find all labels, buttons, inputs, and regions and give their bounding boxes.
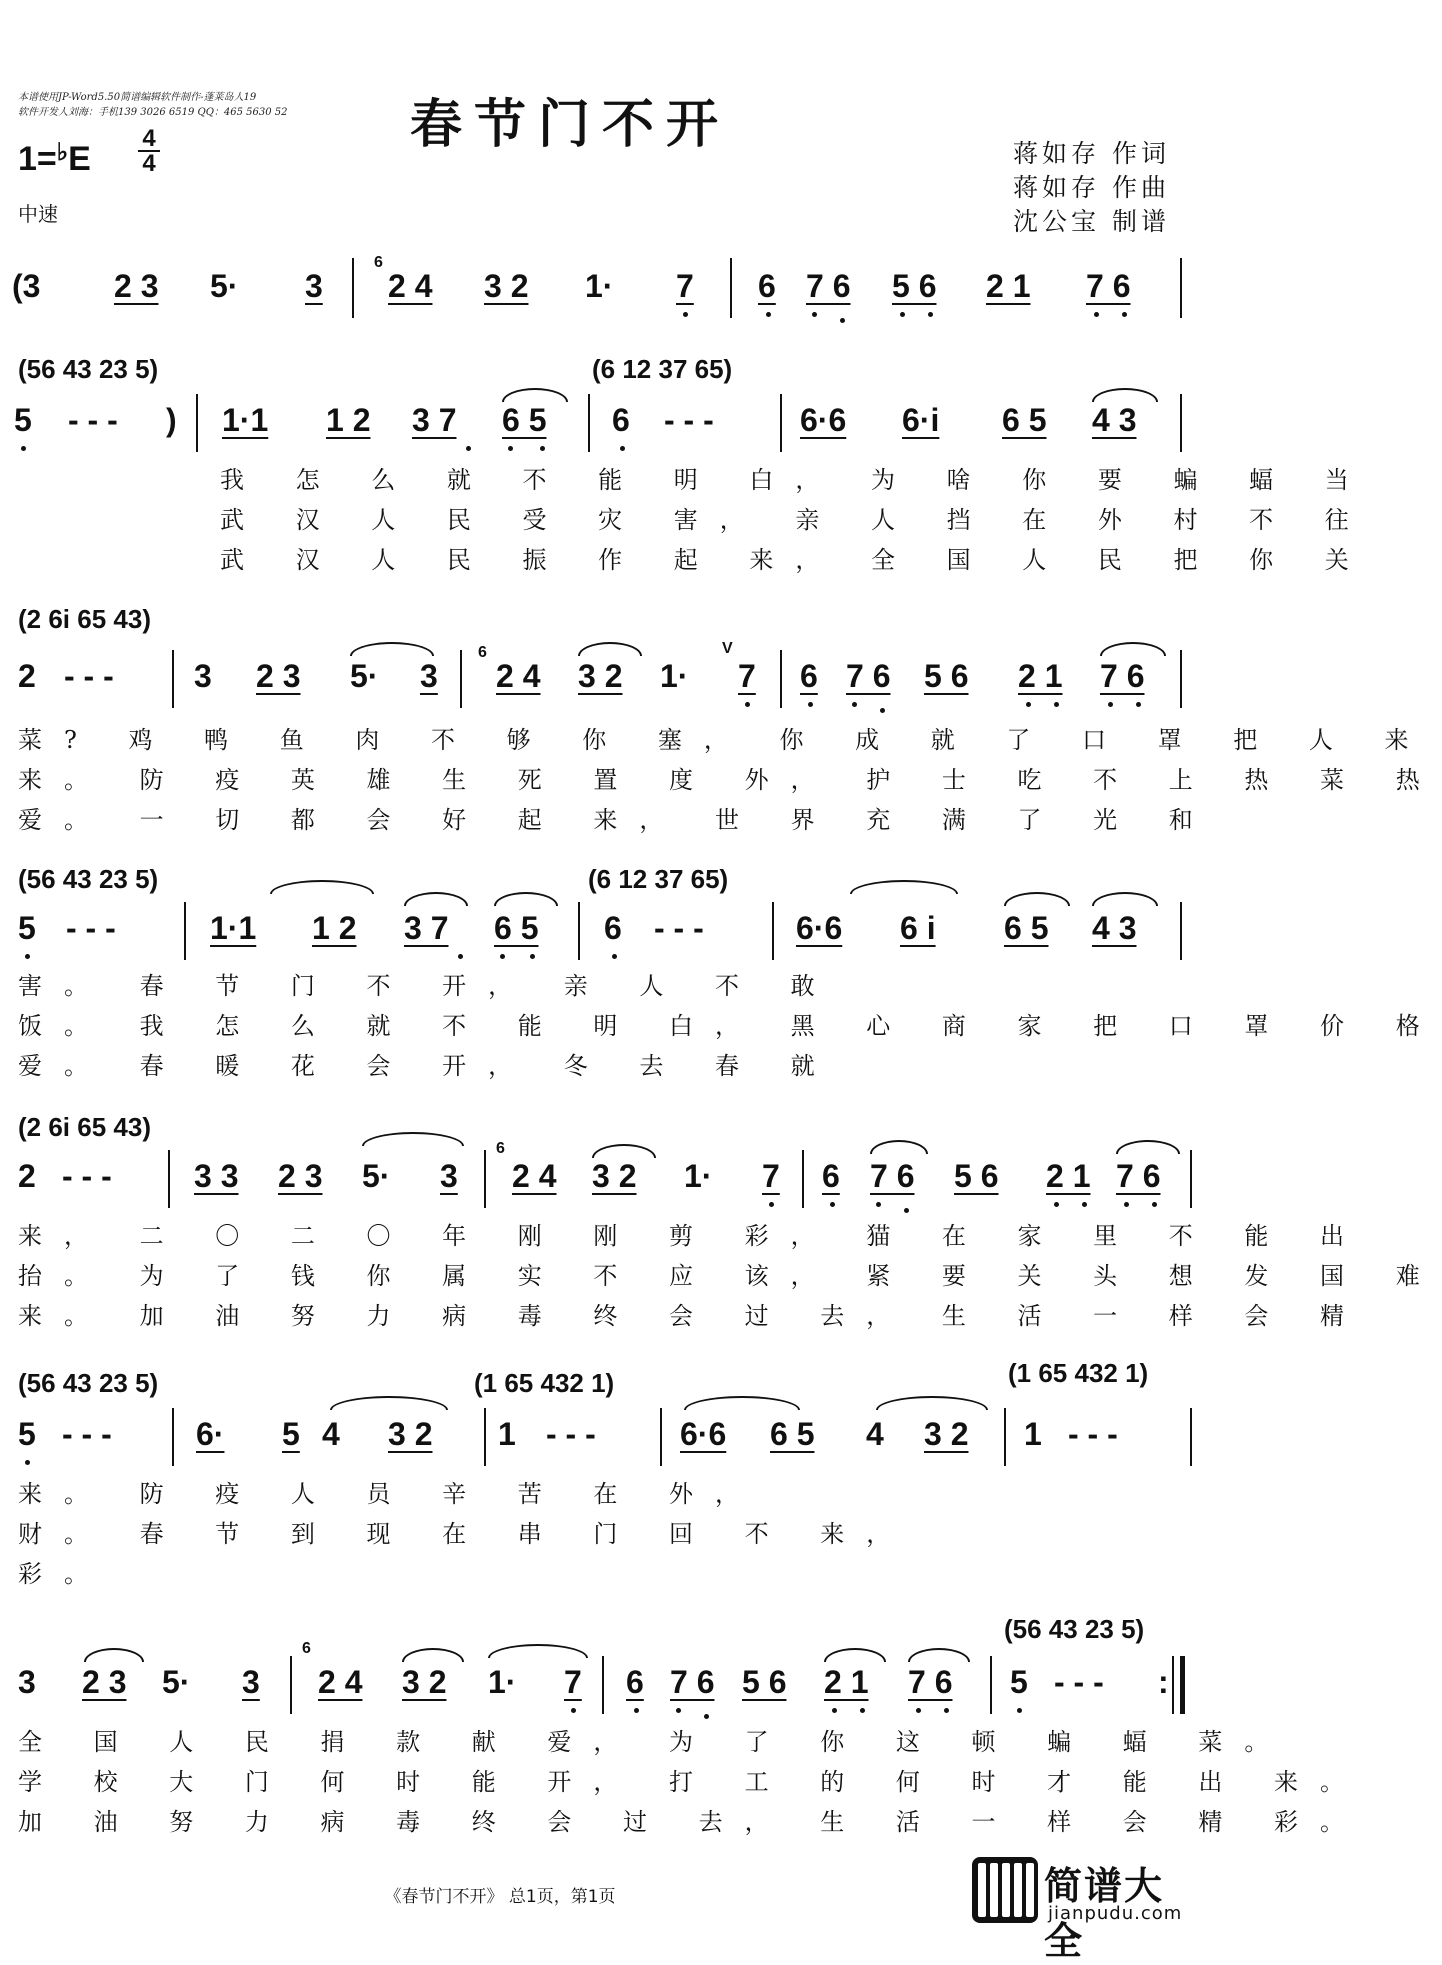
transcriber-credit: 沈公宝 制谱 [1013, 207, 1170, 236]
note-group: 4 3 [1092, 402, 1137, 438]
lyric-line-3: 爱。 春 暖 花 会 开， 冬 去 春 就 [18, 1052, 837, 1080]
note-group: 5 [18, 1416, 36, 1452]
note-group: 1· [488, 1664, 517, 1700]
note-group: 6·6 [800, 402, 847, 438]
note-group: 3 [305, 268, 323, 304]
bar-line [1190, 1150, 1192, 1208]
note-group: - - - [546, 1416, 596, 1452]
bar-line [1004, 1408, 1006, 1466]
note-group: 6 [758, 268, 776, 304]
intro-phrase: (56 43 23 5) [18, 1368, 159, 1398]
note-group: 1·1 [210, 910, 257, 946]
note-group: 3 [440, 1158, 458, 1194]
lyric-line-1: 全 国 人 民 捐 款 献 爱， 为 了 你 这 顿 蝙 蝠 菜。 [18, 1728, 1291, 1756]
lyric-line-1: 来， 二 〇 二 〇 年 刚 刚 剪 彩， 猫 在 家 里 不 能 出 [18, 1222, 1367, 1250]
bar-line [780, 650, 782, 708]
bar-line [172, 1408, 174, 1466]
note-group: - - - [1068, 1416, 1118, 1452]
bar-line [588, 394, 590, 452]
note-group: 5 [282, 1416, 300, 1452]
note-group: 3 [194, 658, 212, 694]
bar-line [1180, 258, 1182, 318]
bar-line [352, 258, 354, 318]
note-group: 2 1 [986, 268, 1031, 304]
lyric-line-2: 抬。 为 了 钱 你 属 实 不 应 该， 紧 要 关 头 想 发 国 难 [18, 1262, 1442, 1290]
lyric-line-2: 来。 防 疫 英 雄 生 死 置 度 外， 护 士 吃 不 上 热 菜 热 [18, 766, 1442, 794]
lyric-line-2: 财。 春 节 到 现 在 串 门 回 不 来， [18, 1520, 913, 1548]
note-group: 2 [18, 1158, 36, 1194]
lyric-line-3: 彩。 [18, 1560, 110, 1588]
note-group: - - - [664, 402, 714, 438]
note-group: 3 [18, 1664, 36, 1700]
note-group: 6 i [900, 910, 936, 946]
note-group: 6 [612, 402, 630, 438]
logo-url: jianpudu.com [1048, 1903, 1183, 1924]
note-group: 5· [210, 268, 239, 304]
note-group: 6 5 [1002, 402, 1047, 438]
note-group: 5· [162, 1664, 191, 1700]
bar-line [484, 1150, 486, 1208]
lyric-line-1: 害。 春 节 门 不 开， 亲 人 不 敢 [18, 972, 837, 1000]
note-group: 3 [242, 1664, 260, 1700]
lyric-line-3: 来。 加 油 努 力 病 毒 终 会 过 去， 生 活 一 样 会 精 [18, 1302, 1367, 1330]
final-bar-line [1180, 1656, 1185, 1714]
note-group: - - - [654, 910, 704, 946]
note-group: (3 [12, 268, 41, 304]
note-group: 5 [18, 910, 36, 946]
lyric-line-2: 学 校 大 门 何 时 能 开， 打 工 的 何 时 才 能 出 来。 [18, 1768, 1367, 1796]
note-group: 3 [420, 658, 438, 694]
note-group: 2 4 [388, 268, 433, 304]
intro-phrase: (56 43 23 5) [18, 354, 159, 384]
bar-line [1180, 394, 1182, 452]
note-group: 3 2 [592, 1158, 637, 1194]
note-group: - - - [1054, 1664, 1104, 1700]
software-credit-line-2: 软件开发人刘海：手机139 3026 6519 QQ：465 5630 52 [18, 107, 288, 118]
intro-phrase: (6 12 37 65) [588, 864, 729, 894]
note-group: 4 [322, 1416, 340, 1452]
lyric-line-1: 来。 防 疫 人 员 辛 苦 在 外， [18, 1480, 762, 1508]
note-group: 6 [604, 910, 622, 946]
meter-bottom: 4 [142, 150, 156, 177]
note-group: - - - [62, 1158, 112, 1194]
lyric-line-3: 武 汉 人 民 振 作 起 来， 全 国 人 民 把 你 关 [220, 546, 1371, 574]
note-group: 2 [18, 658, 36, 694]
note-group: 7 6 [908, 1664, 953, 1700]
bar-line [990, 1656, 992, 1714]
page-footer: 《春节门不开》 总1页，第1页 [384, 1887, 616, 1907]
note-group: 5 6 [892, 268, 937, 304]
bar-line [802, 1150, 804, 1208]
note-group: 3 7 [412, 402, 457, 438]
intro-phrase: (6 12 37 65) [592, 354, 733, 384]
intro-phrase: (2 6i 65 43) [18, 1112, 151, 1142]
note-group: 6· [196, 1416, 225, 1452]
note-group: 1 2 [326, 402, 371, 438]
song-title: 春节门不开 [410, 94, 731, 155]
tempo-marking: 中速 [18, 202, 58, 226]
bar-line [168, 1150, 170, 1208]
note-group: 5 [14, 402, 32, 438]
lyric-line-2: 武 汉 人 民 受 灾 害， 亲 人 挡 在 外 村 不 往 [220, 506, 1371, 534]
note-group: 3 3 [194, 1158, 239, 1194]
flat-sign: ♭ [56, 139, 69, 166]
note-group: - - - [68, 402, 118, 438]
note-group: 3 7 [404, 910, 449, 946]
time-signature [138, 127, 160, 175]
bar-line [1172, 1656, 1174, 1714]
note-group: 2 4 [318, 1664, 363, 1700]
note-group: 3 2 [388, 1416, 433, 1452]
note-group: 7 6 [1100, 658, 1145, 694]
note-group: 5· [350, 658, 379, 694]
note-group: ) [166, 402, 177, 438]
note-group: 7 6 [1086, 268, 1131, 304]
note-group: 2 3 [82, 1664, 127, 1700]
meter-top: 4 [142, 125, 156, 152]
note-group: 3 2 [578, 658, 623, 694]
note-group: 6 5 [1004, 910, 1049, 946]
note-group: - - - [62, 1416, 112, 1452]
note-group: 7 6 [670, 1664, 715, 1700]
bar-line [1190, 1408, 1192, 1466]
logo-text: 简谱大全 [1044, 1864, 1165, 1963]
bar-line [184, 902, 186, 960]
intro-phrase: (56 43 23 5) [1004, 1614, 1145, 1644]
key-signature [18, 138, 91, 179]
note-group: 2 4 [512, 1158, 557, 1194]
note-group: 6 5 [502, 402, 547, 438]
note-group: 4 [866, 1416, 884, 1452]
note-group: 6·i [902, 402, 940, 438]
bar-line [660, 1408, 662, 1466]
note-group: 5· [362, 1158, 391, 1194]
key-prefix: 1= [18, 140, 57, 178]
note-group: 2 3 [114, 268, 159, 304]
bar-line [780, 394, 782, 452]
bar-line [172, 650, 174, 708]
note-group: 2 3 [256, 658, 301, 694]
note-group: 6 5 [770, 1416, 815, 1452]
bar-line [1180, 902, 1182, 960]
note-group: 1 2 [312, 910, 357, 946]
note-group: 6 [626, 1664, 644, 1700]
intro-phrase: (56 43 23 5) [18, 864, 159, 894]
bar-line [602, 1656, 604, 1714]
lyric-line-3: 加 油 努 力 病 毒 终 会 过 去， 生 活 一 样 会 精 彩。 [18, 1808, 1367, 1836]
note-group: 7 [564, 1664, 582, 1700]
note-group: 7 6 [870, 1158, 915, 1194]
note-group: - - - [64, 658, 114, 694]
lyricist-credit: 蒋如存 作词 [1013, 139, 1170, 168]
intro-phrase: (2 6i 65 43) [18, 604, 151, 634]
note-group: 5 6 [742, 1664, 787, 1700]
intro-phrase: (1 65 432 1) [1008, 1358, 1149, 1388]
intro-phrase: (1 65 432 1) [474, 1368, 615, 1398]
software-credit-line-1: 本谱使用JP-Word5.50简谱编辑软件制作-蓬莱岛人19 [18, 92, 257, 103]
note-group: 5 6 [954, 1158, 999, 1194]
note-group: 7 6 [846, 658, 891, 694]
bar-line [772, 902, 774, 960]
site-logo[interactable] [972, 1855, 1197, 1963]
note-group: 1· [684, 1158, 713, 1194]
note-group: 7 [762, 1158, 780, 1194]
note-group: 7 [676, 268, 694, 304]
note-group: 4 3 [1092, 910, 1137, 946]
bar-line [730, 258, 732, 318]
note-group: 6 [800, 658, 818, 694]
note-group: 5 [1010, 1664, 1028, 1700]
lyric-line-2: 饭。 我 怎 么 就 不 能 明 白， 黑 心 商 家 把 口 罩 价 格 [18, 1012, 1442, 1040]
note-group: 1· [660, 658, 689, 694]
note-group: 2 1 [824, 1664, 869, 1700]
note-group: 5 6 [924, 658, 969, 694]
note-group: 2 1 [1046, 1158, 1091, 1194]
bar-line [1180, 650, 1182, 708]
note-group: 2 1 [1018, 658, 1063, 694]
repeat-sign: : [1158, 1664, 1169, 1700]
note-group: 6 5 [494, 910, 539, 946]
note-group: 1 [1024, 1416, 1042, 1452]
note-group: 3 2 [402, 1664, 447, 1700]
lyric-line-1: 我 怎 么 就 不 能 明 白， 为 啥 你 要 蝙 蝠 当 [220, 466, 1371, 494]
lyric-line-3: 爱。 一 切 都 会 好 起 来， 世 界 充 满 了 光 和 [18, 806, 1215, 834]
note-group: 2 3 [278, 1158, 323, 1194]
piano-keys-icon [972, 1857, 1038, 1923]
note-group: 7 6 [1116, 1158, 1161, 1194]
bar-line [290, 1656, 292, 1714]
bar-line [460, 650, 462, 708]
note-group: 6·6 [680, 1416, 727, 1452]
note-group: 7 6 [806, 268, 851, 304]
note-group: 1·1 [222, 402, 269, 438]
note-group: 7 [738, 658, 756, 694]
note-group: - - - [66, 910, 116, 946]
composer-credit: 蒋如存 作曲 [1013, 173, 1170, 202]
note-group: 1· [585, 268, 614, 304]
note-group: 2 4 [496, 658, 541, 694]
bar-line [484, 1408, 486, 1466]
bar-line [578, 902, 580, 960]
note-group: 6 [822, 1158, 840, 1194]
note-group: 3 2 [484, 268, 529, 304]
bar-line [196, 394, 198, 452]
note-group: 1 [498, 1416, 516, 1452]
key-letter: E [68, 140, 91, 178]
note-group: 3 2 [924, 1416, 969, 1452]
lyric-line-1: 菜? 鸡 鸭 鱼 肉 不 够 你 塞， 你 成 就 了 口 罩 把 人 来 [18, 726, 1431, 754]
note-group: 6·6 [796, 910, 843, 946]
